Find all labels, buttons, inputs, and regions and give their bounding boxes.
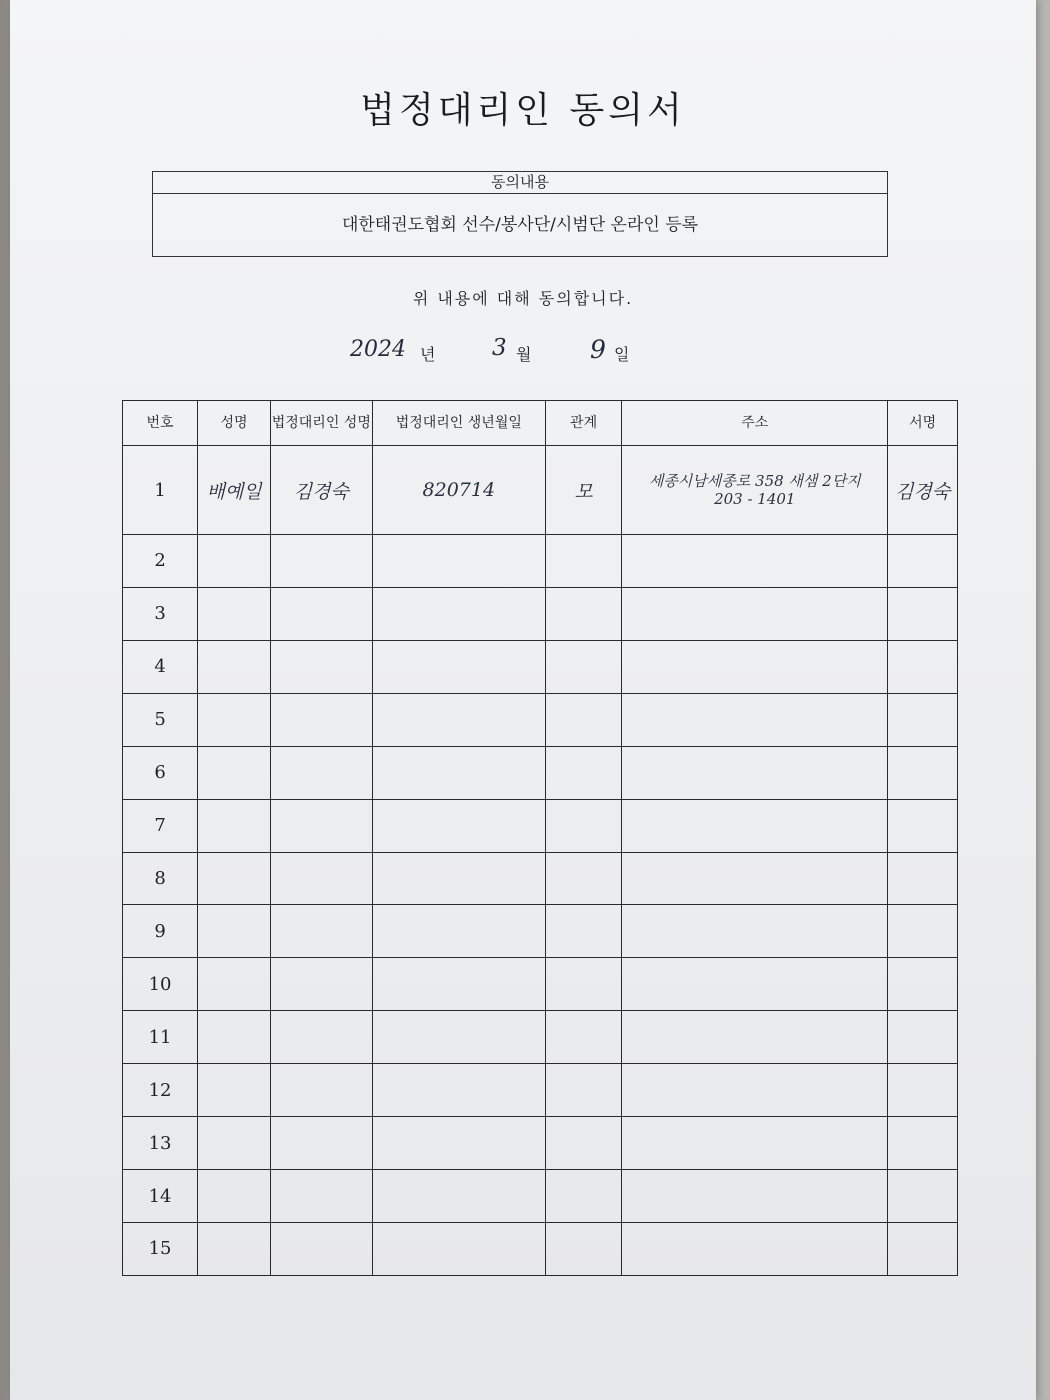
row-number: 3 [123,587,198,640]
row-number: 9 [123,905,198,958]
document-page [10,0,1036,1400]
header-guardian-name: 법정대리인 성명 [270,401,372,446]
row-number: 15 [123,1222,198,1275]
address [622,1117,888,1170]
signature [888,958,958,1011]
signature [888,746,958,799]
address [622,852,888,905]
guardian-birth [372,1117,545,1170]
signature [888,1064,958,1117]
relation [545,799,621,852]
guardian-birth [372,1170,545,1223]
guardian-birth [372,693,545,746]
row-number: 4 [123,640,198,693]
signature: 김경숙 [888,446,958,535]
address-line-1: 세종시남세종로 358 새샘 2단지 [648,472,861,490]
signature [888,905,958,958]
guardian-birth: 820714 [372,446,545,535]
header-relation: 관계 [545,401,621,446]
table-row [123,535,958,588]
address [622,905,888,958]
guardian-birth [372,587,545,640]
row-number: 7 [123,799,198,852]
table-row [123,1011,958,1064]
guardian-name [270,1170,372,1223]
agree-statement: 위 내용에 대해 동의합니다. [412,289,634,308]
guardian-birth [372,1222,545,1275]
row-number: 11 [123,1011,198,1064]
student-name: 배예일 [198,446,271,535]
relation [545,746,621,799]
student-name [198,693,271,746]
guardian-table [122,400,958,1276]
table-row [123,852,958,905]
table-row [123,1170,958,1223]
student-name [198,852,271,905]
date-month-unit: 월 [516,345,532,364]
guardian-birth [372,905,545,958]
guardian-name: 김경숙 [270,446,372,535]
relation [545,535,621,588]
relation [545,587,621,640]
guardian-name [270,640,372,693]
address [622,1011,888,1064]
guardian-name [270,1222,372,1275]
student-name [198,640,271,693]
guardian-birth [372,958,545,1011]
document-title: 법정대리인 동의서 [360,90,686,131]
student-name [198,1117,271,1170]
table-row [123,958,958,1011]
signature [888,1117,958,1170]
relation [545,1064,621,1117]
signature [888,640,958,693]
student-name [198,905,271,958]
student-name [198,587,271,640]
signature [888,1011,958,1064]
address [622,746,888,799]
table-row [123,799,958,852]
guardian-name [270,905,372,958]
header-guardian-birth: 법정대리인 생년월일 [372,401,545,446]
student-name [198,535,271,588]
address [622,587,888,640]
signature [888,852,958,905]
address [622,1064,888,1117]
relation [545,1011,621,1064]
header-no: 번호 [123,401,198,446]
guardian-birth [372,1064,545,1117]
row-number: 5 [123,693,198,746]
row-number: 8 [123,852,198,905]
address [622,1170,888,1223]
table-row [123,905,958,958]
table-row [123,1064,958,1117]
table-row [123,693,958,746]
guardian-birth [372,535,545,588]
guardian-name [270,1011,372,1064]
table-row [123,446,958,535]
row-number: 6 [123,746,198,799]
header-name: 성명 [198,401,271,446]
guardian-name [270,535,372,588]
relation [545,1170,621,1223]
address [622,958,888,1011]
table-row [123,640,958,693]
row-number: 10 [123,958,198,1011]
date-year-unit: 년 [420,345,436,364]
relation [545,958,621,1011]
address [622,693,888,746]
signature [888,1222,958,1275]
row-number: 14 [123,1170,198,1223]
row-number: 1 [123,446,198,535]
guardian-name [270,958,372,1011]
student-name [198,746,271,799]
guardian-birth [372,852,545,905]
signature [888,799,958,852]
table-row [123,587,958,640]
address [622,799,888,852]
student-name [198,958,271,1011]
signature [888,693,958,746]
relation [545,1222,621,1275]
relation [545,852,621,905]
relation [545,1117,621,1170]
relation: 모 [545,446,621,535]
student-name [198,1064,271,1117]
row-number: 2 [123,535,198,588]
table-row [123,746,958,799]
guardian-name [270,1117,372,1170]
guardian-name [270,799,372,852]
consent-header: 동의내용 [153,172,887,194]
relation [545,693,621,746]
signature [888,1170,958,1223]
guardian-birth [372,746,545,799]
student-name [198,1222,271,1275]
guardian-name [270,852,372,905]
address [622,1222,888,1275]
student-name [198,799,271,852]
table-row [123,1222,958,1275]
guardian-birth [372,1011,545,1064]
header-address: 주소 [622,401,888,446]
date-month: 3 [492,335,507,361]
signature [888,535,958,588]
table-row [123,1117,958,1170]
row-number: 13 [123,1117,198,1170]
date-day-unit: 일 [614,345,630,364]
relation [545,905,621,958]
signature [888,587,958,640]
header-signature: 서명 [888,401,958,446]
date-year: 2024 [350,337,406,362]
guardian-birth [372,799,545,852]
address [622,446,888,535]
guardian-name [270,587,372,640]
guardian-birth [372,640,545,693]
table-header-row [123,401,958,446]
relation [545,640,621,693]
guardian-name [270,693,372,746]
consent-body: 대한태권도협회 선수/봉사단/시범단 온라인 등록 [341,215,699,235]
date-day: 9 [590,335,606,364]
address-line-2: 203 - 1401 [714,490,796,508]
address [622,535,888,588]
row-number: 12 [123,1064,198,1117]
consent-box [152,171,888,257]
address [622,640,888,693]
student-name [198,1170,271,1223]
date-row [10,333,1036,373]
guardian-name [270,746,372,799]
student-name [198,1011,271,1064]
guardian-name [270,1064,372,1117]
